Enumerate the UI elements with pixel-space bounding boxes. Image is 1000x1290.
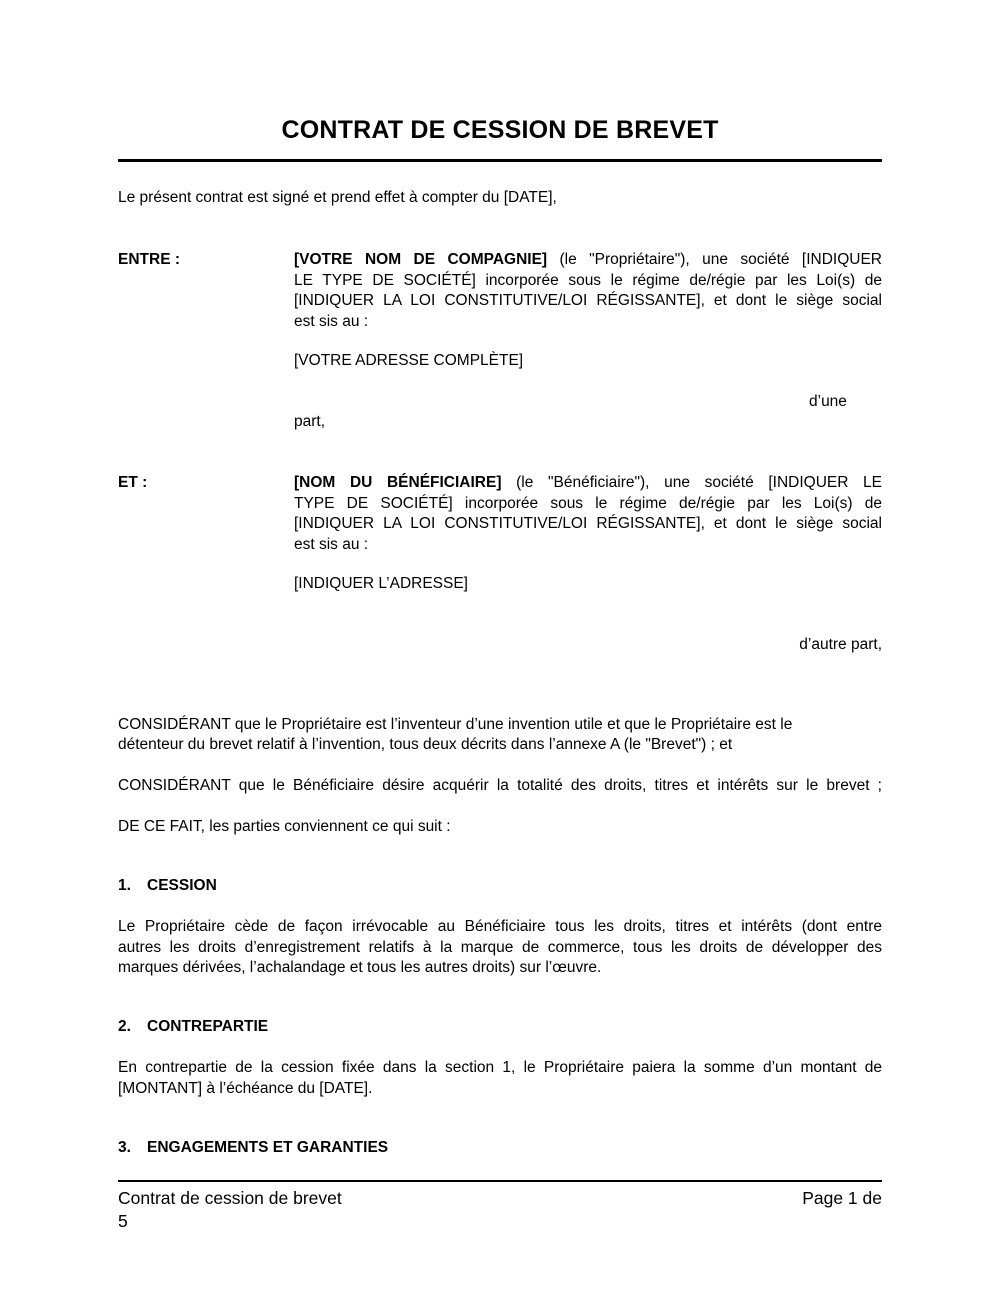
party-1-line-2: LE TYPE DE SOCIÉTÉ] incorporée sous le régime de/régie par les Loi(s) de [294, 271, 882, 289]
recital-1-line-1: CONSIDÉRANT que le Propriétaire est l’inventeur d’une invention utile et que le Propriétaire est le [118, 716, 793, 733]
party-1-address: [VOTRE ADRESSE COMPLÈTE] [294, 352, 524, 369]
party-1-name: [VOTRE NOM DE COMPAGNIE] [294, 251, 548, 268]
section-2-body: En contrepartie de la cession fixée dans la section 1, le Propriétaire paiera la somme d’un montant de [MONTANT] à l’échéance du [DATE]. [118, 1059, 882, 1097]
section-1-heading: 1. CESSION [118, 877, 217, 894]
document-title: CONTRAT DE CESSION DE BREVET [281, 116, 719, 144]
footer-divider [118, 1180, 882, 1182]
recital-1-line-2: détenteur du brevet relatif à l’invention, tous deux décrits dans l’annexe A (le "Brevet") ; et [118, 736, 733, 753]
footer-title: Contrat de cession de brevet [118, 1188, 342, 1208]
section-3-heading: 3. ENGAGEMENTS ET GARANTIES [118, 1139, 389, 1156]
party-1-body [294, 250, 882, 332]
party-1-line-4: est sis au : [294, 312, 369, 330]
party-2-address: [INDIQUER L’ADRESSE] [294, 575, 468, 592]
party-1-label: ENTRE : [118, 251, 180, 268]
party-2-body [294, 473, 882, 555]
party-1-line-1: [VOTRE NOM DE COMPAGNIE] (le "Propriétaire"), une société [INDIQUER [294, 251, 882, 268]
party-2-label: ET : [118, 474, 148, 491]
party-2-line-2: TYPE DE SOCIÉTÉ] incorporée sous le régime de/régie par les Loi(s) de [294, 494, 882, 512]
section-1-body: Le Propriétaire cède de façon irrévocable au Bénéficiaire tous les droits, titres et intérêts (dont entre autres les droits d’enregistrement relatifs à la marque de commerce, tous les droits de développer des marques dérivées, l’achalandage et tous les autres droits) sur l’œuvre. [118, 918, 882, 976]
footer-page-label: Page 1 de [802, 1188, 882, 1208]
recital-2: CONSIDÉRANT que le Bénéficiaire désire acquérir la totalité des droits, titres et intérêts sur le brevet ; [118, 777, 882, 794]
party-1-closing-a: d’une [809, 393, 847, 410]
party-2-line-1: [NOM DU BÉNÉFICIAIRE] (le "Bénéficiaire"), une société [INDIQUER LE [294, 474, 883, 491]
party-1-line-3: [INDIQUER LA LOI CONSTITUTIVE/LOI RÉGISSANTE], et dont le siège social [294, 292, 882, 309]
party-2-closing: d’autre part, [799, 636, 882, 653]
section-2-heading: 2. CONTREPARTIE [118, 1018, 269, 1035]
party-2-line-4: est sis au : [294, 535, 369, 553]
party-2-name: [NOM DU BÉNÉFICIAIRE] [294, 474, 502, 491]
party-1-closing-b: part, [294, 413, 326, 430]
title-divider [118, 159, 882, 162]
recital-3: DE CE FAIT, les parties conviennent ce qui suit : [118, 818, 451, 835]
footer-page-total: 5 [118, 1211, 128, 1231]
intro-text: Le présent contrat est signé et prend effet à compter du [DATE], [118, 189, 557, 206]
party-2-line-3: [INDIQUER LA LOI CONSTITUTIVE/LOI RÉGISSANTE], et dont le siège social [294, 515, 882, 532]
